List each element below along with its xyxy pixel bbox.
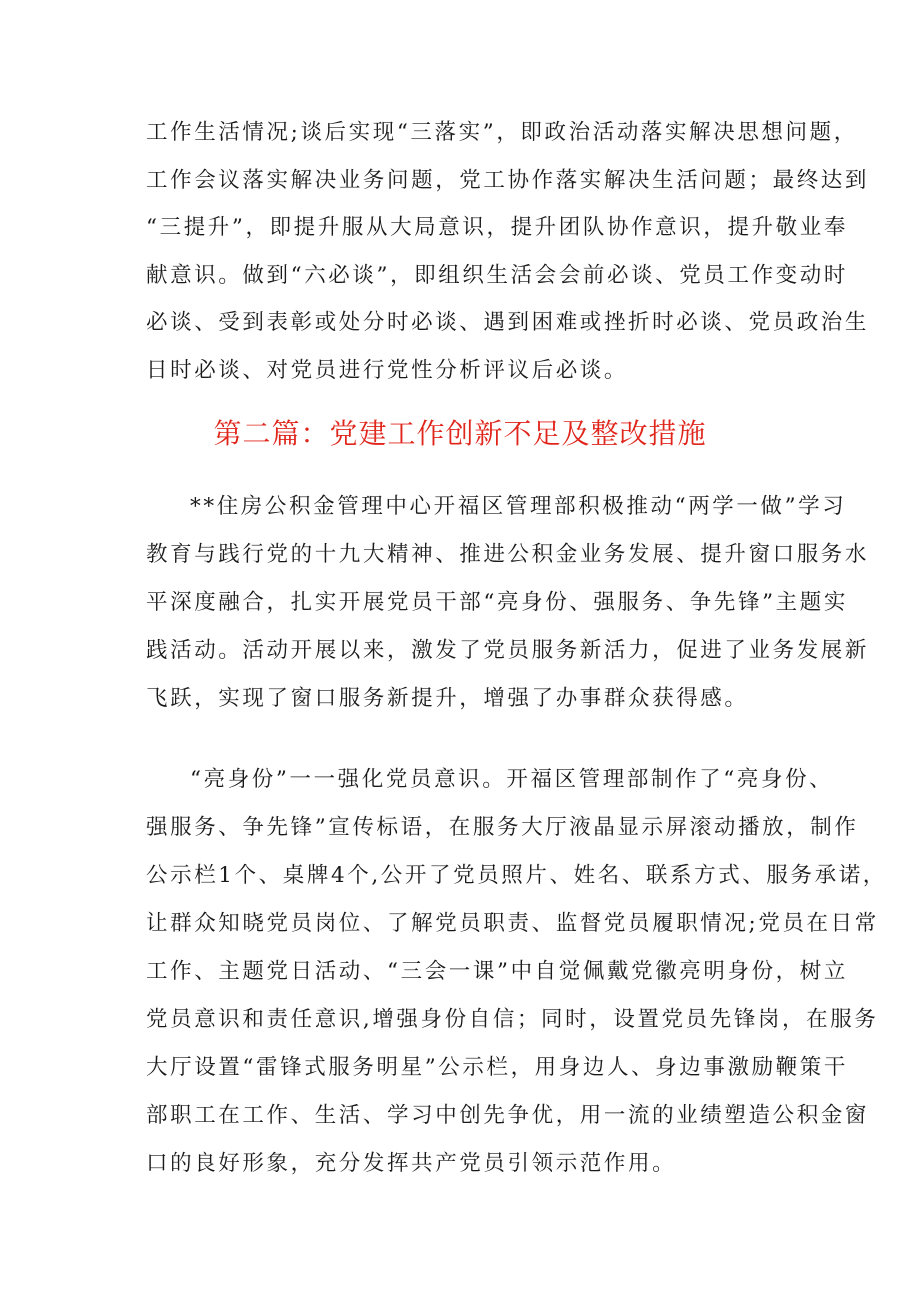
- paragraph-line: 教育与践行党的十九大精神、推进公积金业务发展、提升窗口服务水: [146, 542, 870, 567]
- paragraph-line: “亮身份”一一强化党员意识。开福区管理部制作了“亮身份、: [190, 767, 834, 792]
- paragraph-line: 日时必谈、对党员进行党性分析评议后必谈。: [146, 358, 629, 383]
- paragraph-line: 工作生活情况;谈后实现“三落实”，即政治活动落实解决思想问题，: [146, 120, 858, 145]
- paragraph-line: 必谈、受到表彰或处分时必谈、遇到困难或挫折时必谈、党员政治生: [146, 310, 870, 335]
- paragraph-line: 飞跃，实现了窗口服务新提升，增强了办事群众获得感。: [146, 686, 749, 711]
- section-title: 第二篇：党建工作创新不足及整改措施: [213, 417, 707, 450]
- paragraph-line: 党员意识和责任意识,增强身份自信；同时，设置党员先锋岗，在服务: [146, 1007, 879, 1032]
- paragraph-line: 献意识。做到“六必谈”，即组织生活会会前必谈、党员工作变动时: [146, 263, 848, 288]
- paragraph-line: 部职工在工作、生活、学习中创先争优，用一流的业绩塑造公积金窗: [146, 1103, 870, 1128]
- paragraph-line: “三提升”，即提升服从大局意识，提升团队协作意识，提升敬业奉: [146, 215, 848, 240]
- paragraph-line: 公示栏1个、桌牌4个,公开了党员照片、姓名、联系方式、服务承诺，: [146, 863, 887, 888]
- paragraph-line: **住房公积金管理中心开福区管理部积极推动“两学一做”学习: [190, 494, 847, 519]
- paragraph-line: 平深度融合，扎实开展党员干部“亮身份、强服务、争先锋”主题实: [146, 590, 848, 615]
- paragraph-line: 口的良好形象，充分发挥共产党员引领示范作用。: [146, 1151, 677, 1176]
- paragraph-line: 践活动。活动开展以来，激发了党员服务新活力，促进了业务发展新: [146, 638, 870, 663]
- paragraph-line: 强服务、争先锋”宣传标语，在服务大厅液晶显示屏滚动播放，制作: [146, 815, 859, 840]
- paragraph-line: 工作、主题党日活动、“三会一课”中自觉佩戴党徽亮明身份，树立: [146, 959, 848, 984]
- paragraph-line: 大厅设置“雷锋式服务明星”公示栏，用身边人、身边事激励鞭策干: [146, 1055, 848, 1080]
- paragraph-line: 工作会议落实解决业务问题，党工协作落实解决生活问题；最终达到: [146, 168, 870, 193]
- paragraph-line: 让群众知晓党员岗位、了解党员职责、监督党员履职情况;党员在日常: [146, 911, 879, 936]
